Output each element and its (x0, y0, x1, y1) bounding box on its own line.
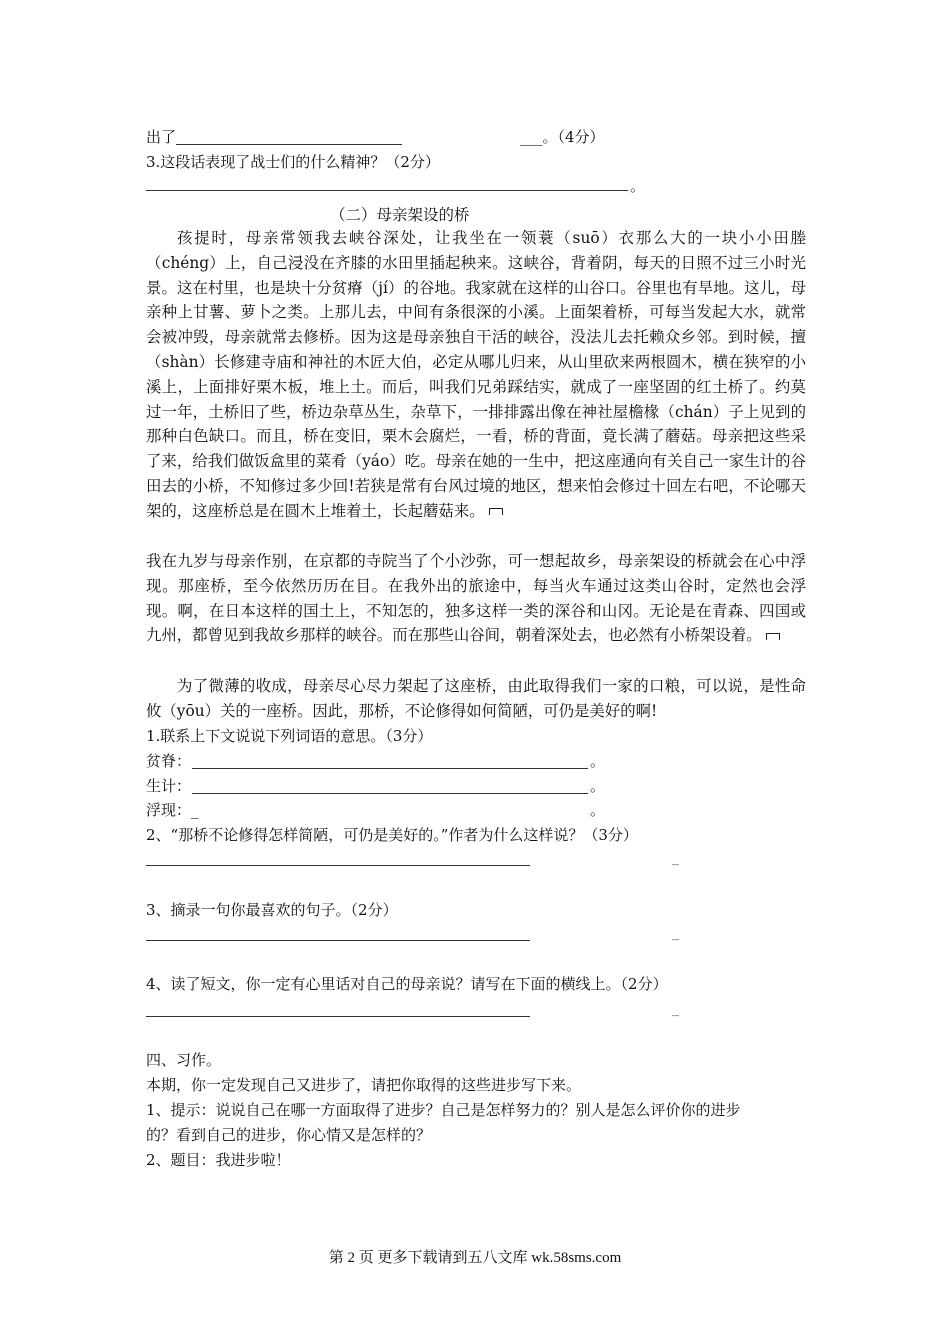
passage-paragraph-3: 为了微薄的收成，母亲尽心尽力架起了这座桥，由此取得我们一家的口粮，可以说，是性命攸（yōu）关的一座桥。因此，那桥，不论修得如何简陋，可仍是美好的啊! (146, 677, 806, 720)
fill-line-prefix: 出了 (146, 128, 177, 146)
answer-line (176, 144, 402, 145)
answer-line (146, 190, 628, 191)
answer-line (192, 768, 588, 769)
question-1: 1.联系上下文说说下列词语的意思。（3分） (146, 727, 433, 745)
word-1-label: 贫脊： (146, 752, 192, 770)
writing-hint-2: 的？看到自己的进步，你心情又是怎样的？ (146, 1126, 432, 1144)
writing-hint-1: 1、提示：说说自己在哪一方面取得了进步？自己是怎样努力的？别人是怎么评价你的进步 (146, 1101, 741, 1119)
answer-end-mark: 。 (590, 801, 606, 819)
passage-paragraph-2 (146, 549, 806, 648)
writing-heading: 四、习作。 (146, 1051, 222, 1069)
question-3-top: 3.这段话表现了战士们的什么精神？（2分） (146, 153, 440, 171)
paragraph-mark-icon (766, 633, 780, 640)
paragraph-2-text: 我在九岁与母亲作别，在京都的寺院当了个小沙弥，可一想起故乡，母亲架设的桥就会在心中浮现。那座桥，至今依然历历在目。在我外出的旅途中，每当火车通过这类山谷时，定然也会浮现。啊，在日本这样的国土上，不知怎的，独多这样一类的深谷和山冈。无论是在青森、四国或九州，都曾见到我故乡那样的峡谷。而在那些山谷间，朝着深处去，也必然有小桥架设着。 (146, 552, 806, 645)
answer-line (192, 793, 588, 794)
question-4: 4、读了短文，你一定有心里话对自己的母亲说？请写在下面的横线上。（2分） (146, 975, 668, 993)
answer-dash: _ (672, 925, 679, 941)
answer-line (146, 940, 530, 941)
page-footer: 第 2 页 更多下载请到五八文库 wk.58sms.com (328, 1250, 622, 1266)
passage-title: （二）母亲架设的桥 (330, 206, 470, 224)
fill-line-end: ___。（4分） (520, 128, 605, 146)
answer-end-mark: 。 (590, 777, 606, 795)
passage-paragraph-1 (146, 226, 806, 524)
paragraph-1-text: 孩提时，母亲常领我去峡谷深处，让我坐在一领蓑（suō）衣那么大的一块小小田塍（chéng）上，自己浸没在齐膝的水田里插起秧来。这峡谷，背着阴，每天的日照不过三小时光景。这在村里，也是块十分贫瘠（jí）的谷地。我家就在这样的山谷口。谷里也有旱地。这儿，母亲种上甘薯、萝卜之类。上那儿去，中间有条很深的小溪。上面架着桥，可每当发起大水，就常会被冲毁，母亲就常去修桥。因为这是母亲独自干活的峡谷，没法儿去托赖众乡邻。到时候，擅（shàn）长修建寺庙和神社的木匠大伯，必定从哪儿归来，从山里砍来两根圆木，横在狭窄的小溪上，上面排好栗木板，堆上土。而后，叫我们兄弟踩结实，就成了一座坚固的红土桥了。约莫过一年，土桥旧了些，桥边杂草丛生，杂草下，一排排露出像在神社屋檐椽（chán）子上见到的那种白色缺口。而且，桥在变旧，栗木会腐烂，一看，桥的背面，竟长满了蘑菇。母亲把这些采了来，给我们做饭盒里的菜肴（yáo）吃。母亲在她的一生中，把这座通向有关自己一家生计的谷田去的小桥，不知修过多少回!若狭是常有台风过境的地区，想来怕会修过十回左右吧，不论哪天架的，这座桥总是在圆木上堆着土，长起蘑菇来。 (146, 229, 806, 520)
answer-dash: _ (672, 850, 679, 866)
word-2-label: 生计： (146, 777, 192, 795)
writing-intro: 本期，你一定发现自己又进步了，请把你取得的这些进步写下来。 (146, 1076, 582, 1094)
question-2: 2、“那桥不论修得怎样简陋，可仍是美好的。”作者为什么这样说？（3分） (146, 826, 638, 844)
writing-topic: 2、题目：我进步啦！ (146, 1151, 291, 1169)
paragraph-mark-icon (489, 508, 503, 515)
answer-line (146, 865, 530, 866)
word-3-label: 浮现：_ (146, 801, 199, 819)
question-3: 3、摘录一句你最喜欢的句子。（2分） (146, 901, 398, 919)
answer-end-mark: 。 (590, 752, 606, 770)
answer-line (146, 1016, 530, 1017)
answer-dash: _ (672, 1001, 679, 1017)
answer-end-mark: 。 (630, 177, 646, 195)
